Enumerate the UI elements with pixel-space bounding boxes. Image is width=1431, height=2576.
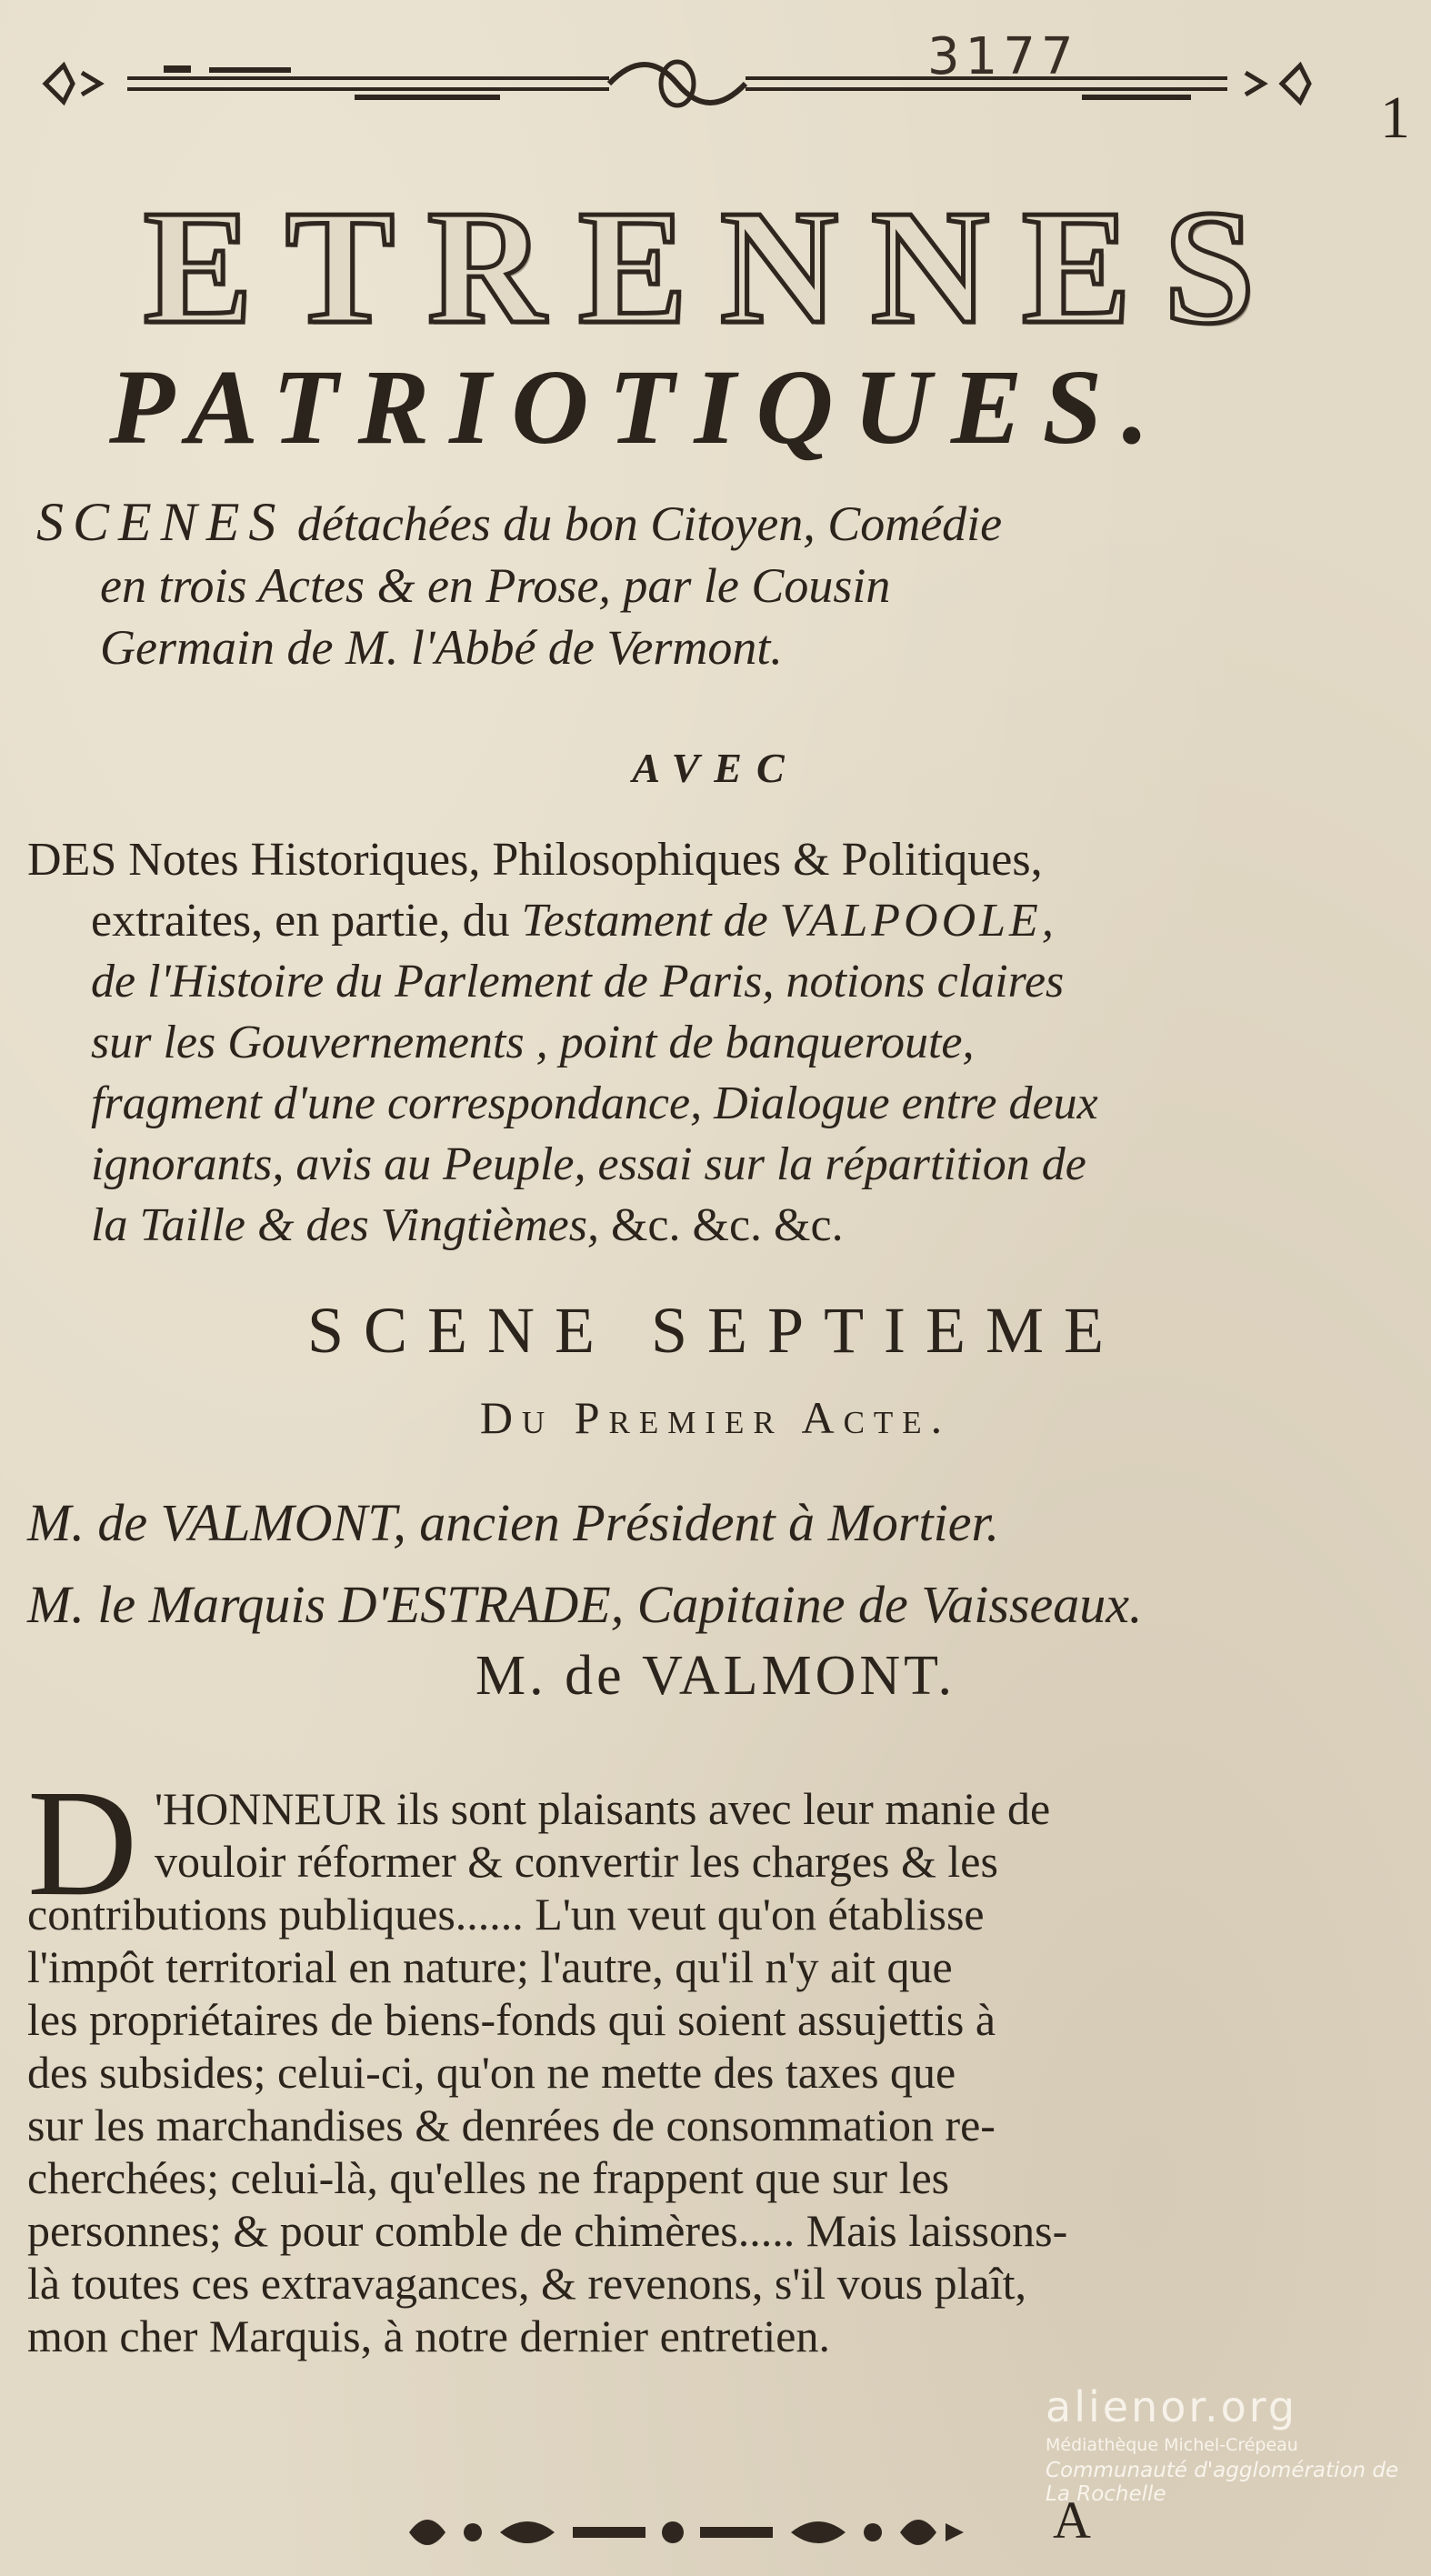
intro-line xyxy=(36,491,1346,555)
text-line: contributions publiques...... L'un veut qu'on établisse xyxy=(27,1889,985,1940)
cast-item: M. le Marquis D'ESTRADE, Capitaine de Vaisseaux. xyxy=(27,1575,1143,1634)
notes-text: &c. &c. &c. xyxy=(598,1199,844,1251)
notes-text: VALPOOLE, xyxy=(779,895,1057,947)
header-ornament xyxy=(27,36,1336,127)
signature-mark: A xyxy=(1053,2491,1091,2550)
notes-text: Testament de xyxy=(521,895,780,947)
cast-list xyxy=(27,1482,1143,1646)
cast-item: M. de VALMONT, ancien Président à Mortier. xyxy=(27,1493,1000,1552)
drop-cap: D xyxy=(27,1759,138,1928)
speaker-name: M. de VALMONT. xyxy=(475,1645,956,1707)
page-number: 1 xyxy=(1380,85,1410,151)
shelfmark: 3177 xyxy=(927,27,1079,86)
intro-lead: SCENES xyxy=(36,492,285,552)
intro-line: en trois Actes & en Prose, par le Cousin xyxy=(100,558,891,613)
notes-line xyxy=(27,890,1391,951)
notes-line: DES Notes Historiques, Philosophiques & Politiques, xyxy=(27,834,1043,886)
watermark xyxy=(1046,2382,1427,2506)
text-line: les propriétaires de biens-fonds qui soient assujettis à xyxy=(27,1994,996,2045)
dialogue-text xyxy=(27,1759,1355,2362)
avec-heading: AVEC xyxy=(632,745,799,791)
intro-line: Germain de M. l'Abbé de Vermont. xyxy=(100,620,783,675)
text-line: sur les marchandises & denrées de consommation re- xyxy=(27,2100,996,2150)
watermark-community: Communauté d'agglomération de La Rochelle xyxy=(1046,2459,1399,2506)
notes-paragraph xyxy=(27,829,1391,1256)
page-title: ETRENNES xyxy=(143,176,1288,357)
page-subtitle: PATRIOTIQUES. xyxy=(109,347,1169,466)
notes-line: ignorants, avis au Peuple, essai sur la répartition de xyxy=(91,1138,1086,1190)
notes-line: sur les Gouvernements , point de banqueroute, xyxy=(91,1017,975,1068)
scene-title: SCENE SEPTIEME xyxy=(306,1294,1125,1367)
text-line: personnes; & pour comble de chimères..... Mais laissons- xyxy=(27,2205,1068,2256)
text-line: là toutes ces extravagances, & revenons, s'il vous plaît, xyxy=(27,2258,1026,2309)
text-line: vouloir réformer & convertir les charges & les xyxy=(155,1836,998,1887)
text-line: cherchées; celui-là, qu'elles ne frappent que sur les xyxy=(27,2152,950,2203)
intro-paragraph xyxy=(36,491,1346,678)
notes-line: de l'Histoire du Parlement de Paris, notions claires xyxy=(91,956,1065,1007)
notes-line: fragment d'une correspondance, Dialogue entre deux xyxy=(91,1078,1098,1129)
intro-text: détachées du bon Citoyen, Comédie xyxy=(296,496,1003,551)
footer-ornament xyxy=(400,2505,982,2560)
notes-line xyxy=(27,1195,1391,1256)
watermark-institution: Médiathèque Michel-Crépeau xyxy=(1046,2435,1298,2455)
text-line: mon cher Marquis, à notre dernier entretien. xyxy=(27,2310,830,2361)
notes-text: la Taille & des Vingtièmes, xyxy=(91,1199,599,1251)
notes-text: extraites, en partie, du xyxy=(91,895,522,947)
text-line: des subsides; celui-ci, qu'on ne mette des taxes que xyxy=(27,2047,956,2098)
act-title: Du Premier Acte. xyxy=(479,1392,952,1443)
text-line: l'impôt territorial en nature; l'autre, qu'il n'y ait que xyxy=(27,1941,953,1992)
text-line: 'HONNEUR ils sont plaisants avec leur manie de xyxy=(155,1783,1051,1834)
watermark-logo: alienor.org xyxy=(1046,2382,1298,2431)
